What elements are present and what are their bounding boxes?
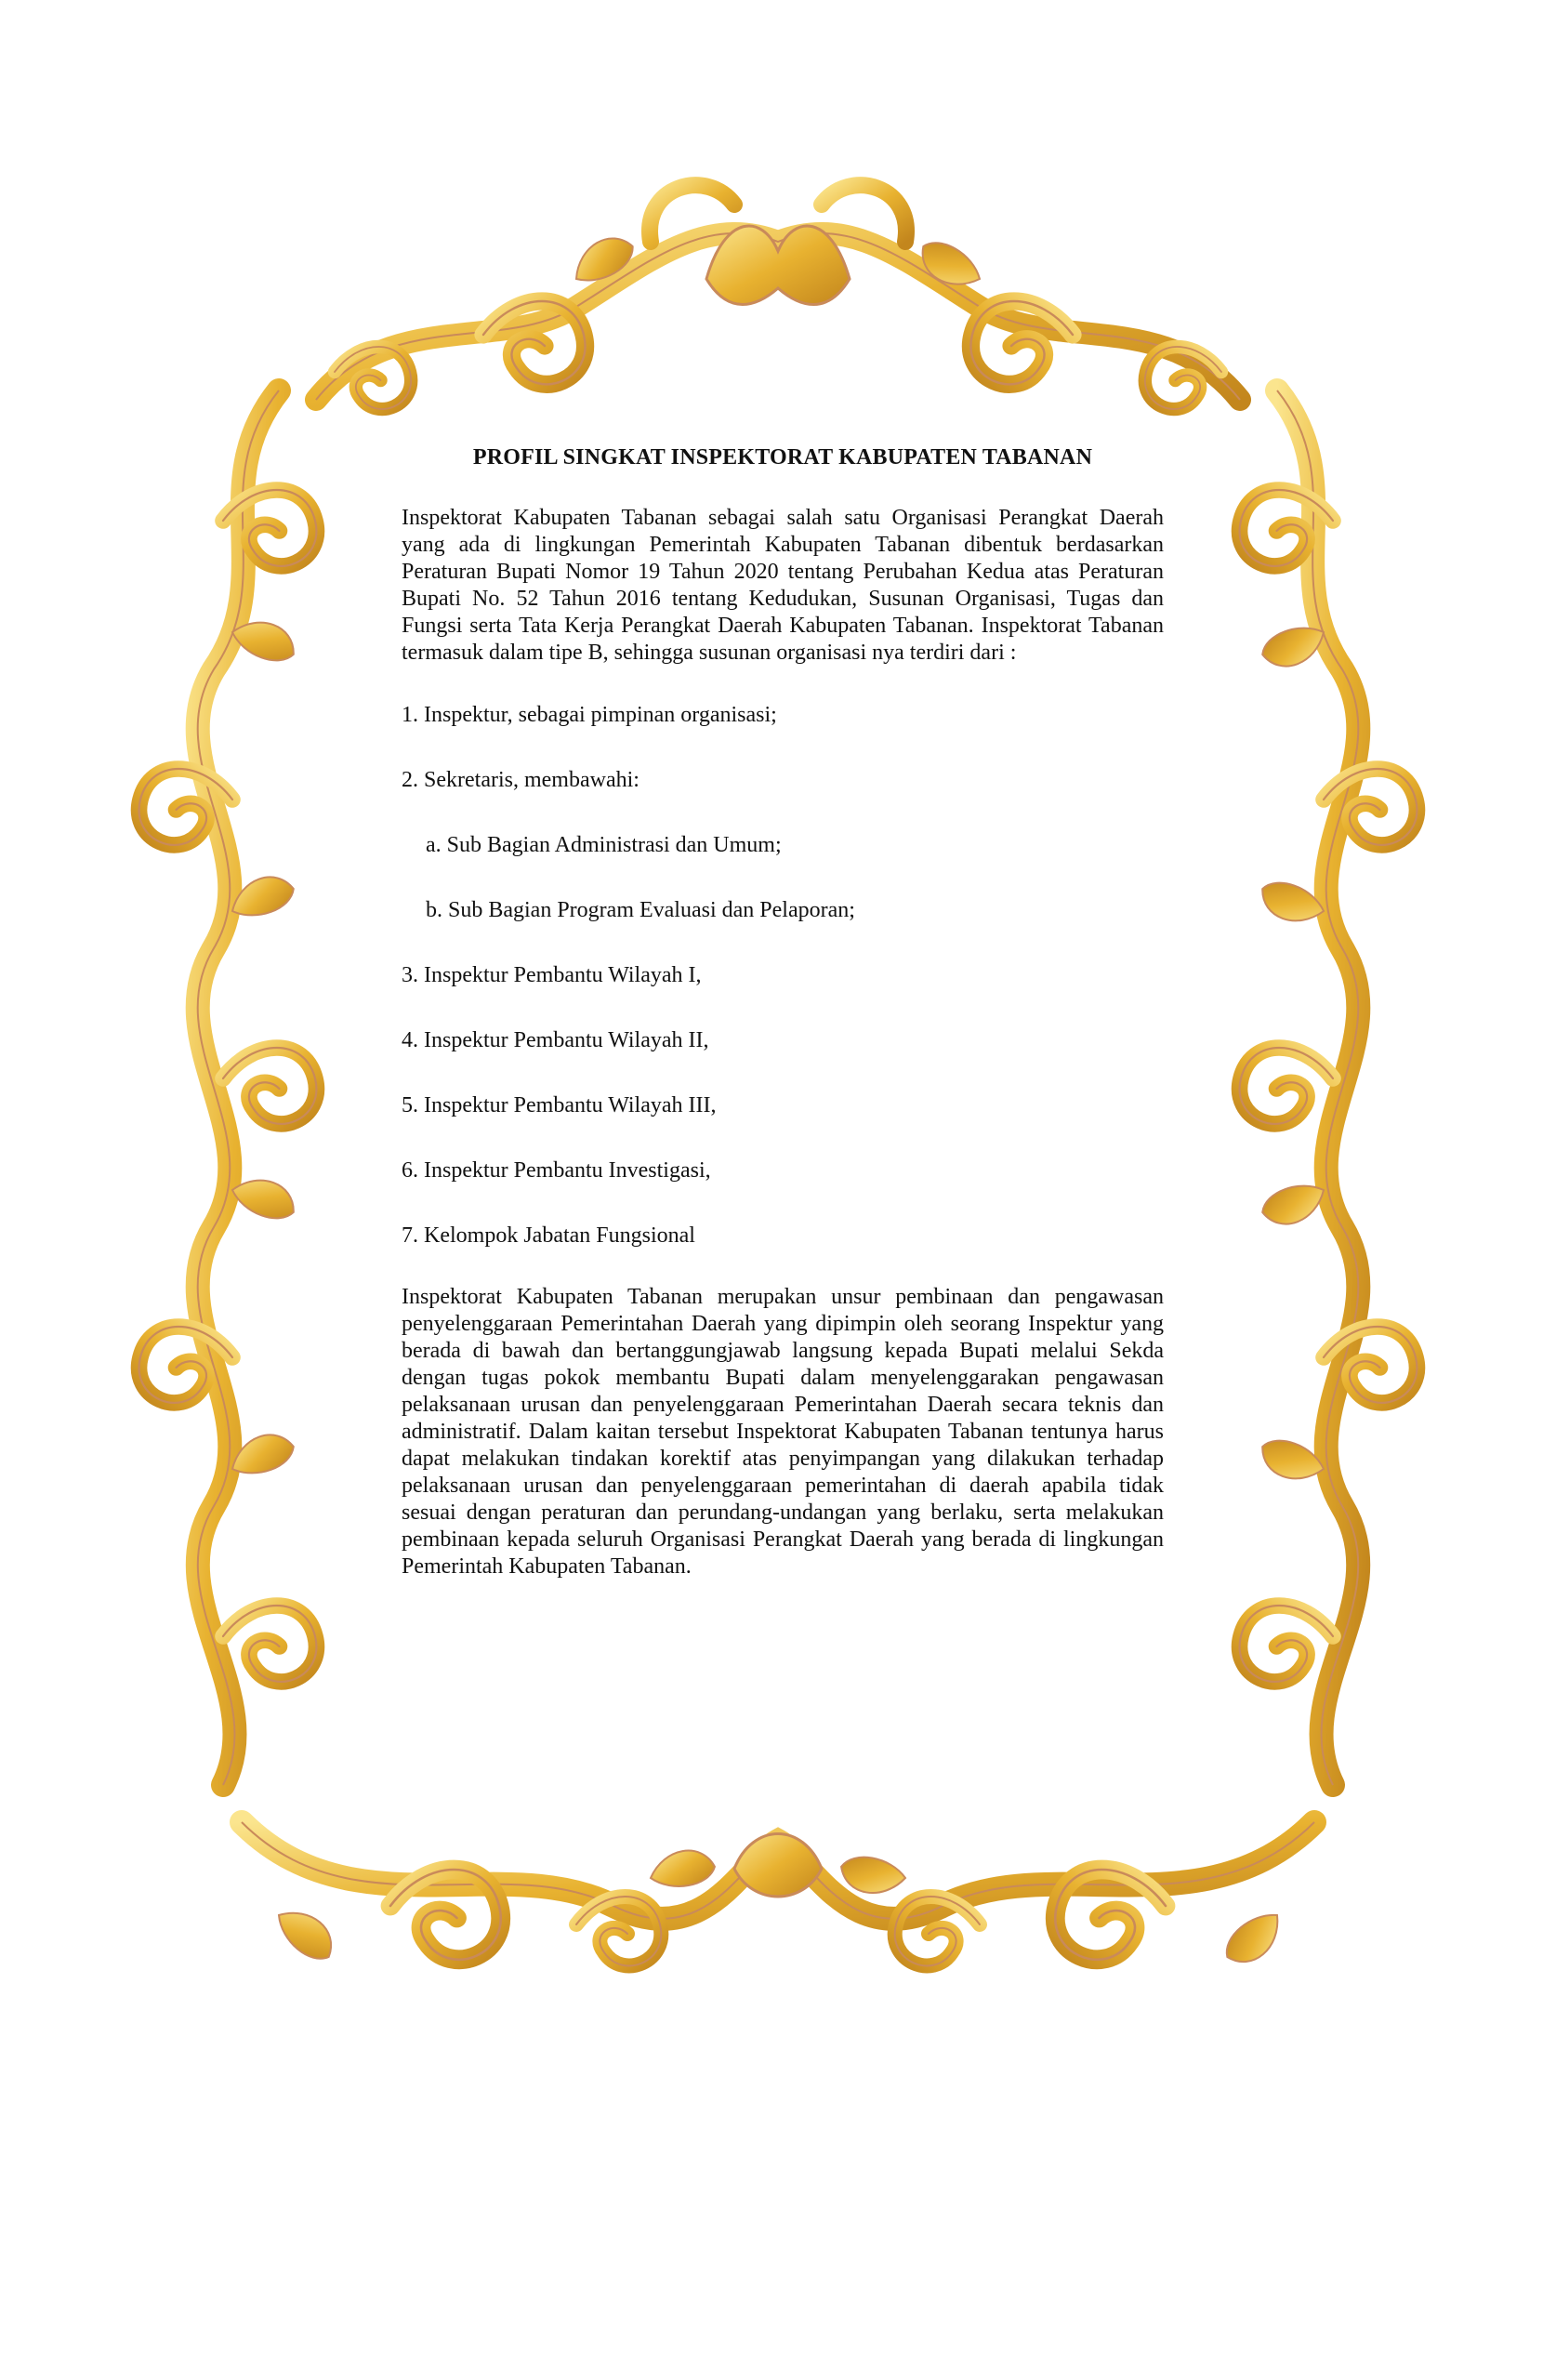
list-item: 3. Inspektur Pembantu Wilayah I,	[402, 963, 702, 987]
secretariat-sublist	[402, 832, 1164, 924]
list-item: 5. Inspektur Pembantu Wilayah III,	[402, 1093, 717, 1117]
list-item: 4. Inspektur Pembantu Wilayah II,	[402, 1028, 709, 1052]
intro-paragraph: Inspektorat Kabupaten Tabanan sebagai salah satu Organisasi Perangkat Daerah yang ada di lingkungan Pemerintah Kabupaten Tabanan dibentuk berdasarkan Peraturan Bupati Nomor 19 Tahun 2020 tentang Perubahan Kedua atas Peraturan Bupati No. 52 Tahun 2016 tentang Kedudukan, Susunan Organisasi, Tugas dan Fungsi serta Tata Kerja Perangkat Daerah Kabupaten Tabanan. Inspektorat Tabanan termasuk dalam tipe B, sehingga susunan organisasi nya terdiri dari :	[402, 506, 1164, 665]
list-item: 6. Inspektur Pembantu Investigasi,	[402, 1158, 711, 1183]
frame-left-border	[139, 390, 317, 1785]
sublist-item: a. Sub Bagian Administrasi dan Umum;	[426, 833, 782, 857]
list-item-label: 2. Sekretaris, membawahi:	[402, 768, 640, 792]
list-item: 1. Inspektur, sebagai pimpinan organisasi;	[402, 703, 777, 727]
sublist-item: b. Sub Bagian Program Evaluasi dan Pelaporan;	[426, 898, 855, 922]
document-body	[402, 444, 1164, 1580]
frame-right-border	[1240, 390, 1418, 1785]
document-title: PROFIL SINGKAT INSPEKTORAT KABUPATEN TABANAN	[472, 445, 1093, 469]
frame-top-crest	[316, 185, 1240, 409]
list-item-with-sublist	[402, 767, 1164, 924]
organization-list	[402, 702, 1164, 1250]
closing-paragraph: Inspektorat Kabupaten Tabanan merupakan unsur pembinaan dan pengawasan penyelenggaraan Pemerintahan Daerah yang dipimpin oleh seorang Inspektur yang berada di bawah dan bertanggungjawab langsung kepada Bupati melalui Sekda dengan tugas pokok membantu Bupati dalam menyelenggarakan pengawasan pelaksanaan urusan dan penyelenggaraan Pemerintahan Daerah secara teknis dan administratif. Dalam kaitan tersebut Inspektorat Kabupaten Tabanan tentunya harus dapat melakukan tindakan korektif atas penyimpangan yang dilakukan terhadap pelaksanaan urusan dan penyelenggaraan pemerintahan di daerah apabila tidak sesuai dengan peraturan dan perundang-undangan yang berlaku, serta melakukan pembinaan kepada seluruh Organisasi Perangkat Daerah yang berada di lingkungan Pemerintah Kabupaten Tabanan.	[402, 1285, 1164, 1579]
list-item: 7. Kelompok Jabatan Fungsional	[402, 1223, 695, 1248]
frame-bottom-crest	[242, 1822, 1314, 1973]
